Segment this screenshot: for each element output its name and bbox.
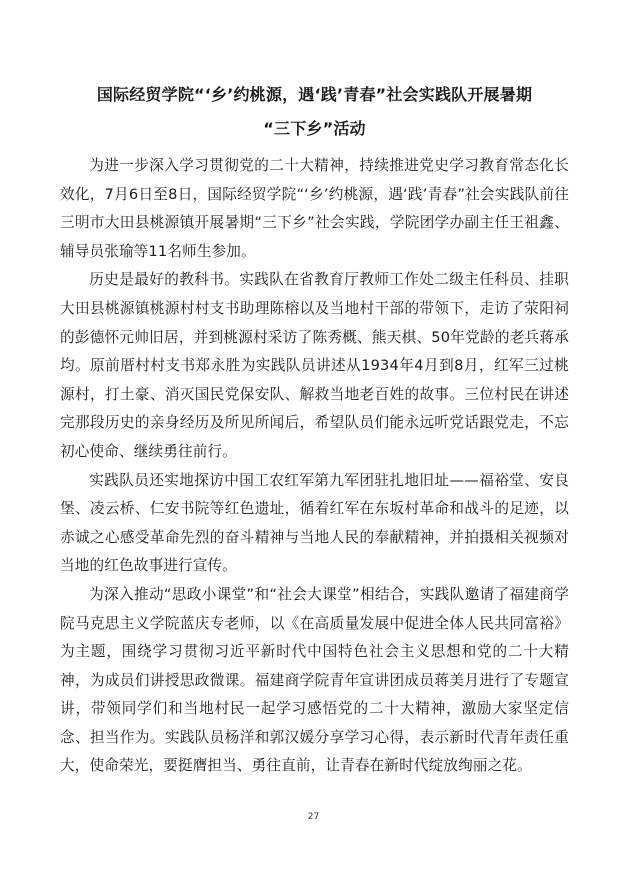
article-body <box>60 152 569 781</box>
paragraph-ideology-class: 为深入推动“思政小课堂”和“社会大课堂”相结合，实践队邀请了福建商学院马克思主义学院蓝庆专老师，以《在高质量发展中促进全体人民共同富裕》为主题，围绕学习贯彻习近平新时代中国特色社会主义思想和党的二十大精神，为成员们讲授思政微课。福建商学院青年宣讲团成员蒋美月进行了专题宣讲，带领同学们和当地村民一起学习感悟党的二十大精神，激励大家坚定信念、担当作为。实践队员杨洋和郭汉媛分享学习心得，表示新时代青年责任重大，使命荣光，要挺膺担当、勇往直前，让青春在新时代绽放绚丽之花。 <box>60 585 569 775</box>
paragraph-intro: 为进一步深入学习贯彻党的二十大精神，持续推进党史学习教育常态化长效化，7月6日至8日，国际经贸学院“‘乡’约桃源，遇‘践’青春”社会实践队前往三明市大田县桃源镇开展暑期“三下乡”社会实践，学院团学办副主任王祖鑫、辅导员张瑜等11名师生参加。 <box>60 157 569 260</box>
paragraph-history: 历史是最好的教科书。实践队在省教育厅教师工作处二级主任科员、挂职大田县桃源镇桃源村村支书助理陈榕以及当地村干部的带领下，走访了荥阳祠的彭德怀元帅旧居，并到桃源村采访了陈秀概、熊天棋、50年党龄的老兵蒋承均。原前厝村村支书郑永胜为实践队员讲述从1934年4月到8月，红军三过桃源村，打土豪、消灭国民党保安队、解救当地老百姓的故事。三位村民在讲述完那段历史的亲身经历及所见所闻后，希望队员们能永远听党话跟党走，不忘初心使命、继续勇往前行。 <box>60 271 569 460</box>
article-title <box>60 78 569 146</box>
title-line-2: “三下乡”活动 <box>263 119 366 138</box>
title-line-1: 国际经贸学院“‘乡’约桃源，遇‘践’青春”社会实践队开展暑期 <box>96 85 533 104</box>
page-number: 27 <box>307 812 320 822</box>
paragraph-red-sites: 实践队员还实地探访中国工农红军第九军团驻扎地旧址——福裕堂、安良堡、凌云桥、仁安书院等红色遗址，循着红军在东坂村革命和战斗的足迹，以赤诚之心感受革命先烈的奋斗精神与当地人民的奉献精神，并拍摄相关视频对当地的红色故事进行宣传。 <box>60 471 569 575</box>
